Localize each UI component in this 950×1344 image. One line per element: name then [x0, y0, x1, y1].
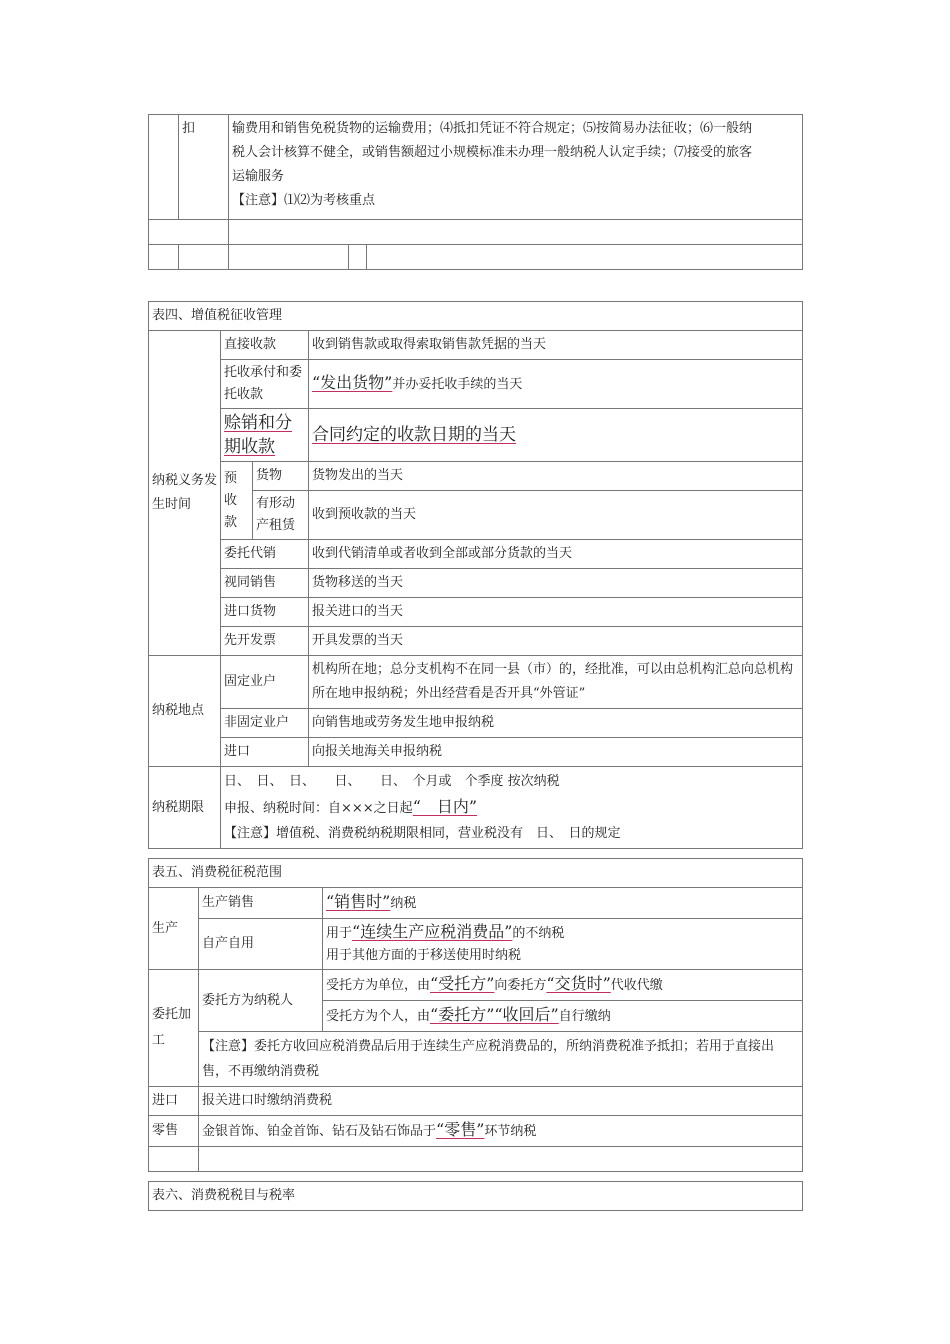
highlight-text: “连续生产应税消费品” [352, 922, 513, 941]
row-text: 向报关地海关申报纳税 [309, 738, 803, 767]
period-line: 日、 日、 日、 日、 日、 个月或 个季度 按次纳税 [224, 774, 560, 789]
prev-text-line: 输费用和销售免税货物的运输费用；⑷抵扣凭证不符合规定；⑸按简易办法征收；⑹一般纳 [232, 121, 753, 136]
section-label-period: 纳税期限 [149, 767, 221, 849]
prev-text-cell [229, 115, 803, 220]
row-text-tail: 自行缴纳 [558, 1009, 611, 1024]
row-text-head: 受托方为个人，由 [326, 1009, 431, 1024]
table-row [149, 738, 803, 767]
highlight-text: “零售” [436, 1120, 485, 1139]
table-consumption-items [148, 1181, 803, 1211]
table-row [149, 1032, 803, 1087]
row-text-line: 用于其他方面的于移送使用时纳税 [326, 948, 522, 963]
sub-label: 有形动产租赁 [253, 491, 309, 540]
row-label: 进口货物 [221, 598, 309, 627]
row-text [323, 1001, 803, 1032]
table-row [149, 1087, 803, 1116]
table-row [149, 709, 803, 738]
row-text [323, 970, 803, 1001]
row-label: 零售 [149, 1116, 199, 1147]
row-text: 货物移送的当天 [309, 569, 803, 598]
highlight-text: “委托方”“收回后” [430, 1005, 559, 1024]
period-cell [221, 767, 803, 849]
row-label: 托收承付和委托收款 [221, 360, 309, 409]
table-row [149, 245, 803, 270]
row-text: 报关进口的当天 [309, 598, 803, 627]
highlight-text: “ 日内” [412, 797, 478, 816]
row-label-highlight: 赊销和分期收款 [221, 409, 309, 462]
table-row [149, 569, 803, 598]
blank-cell [229, 220, 803, 245]
row-label: 先开发票 [221, 627, 309, 656]
row-text [323, 919, 803, 970]
section-label-time: 纳税义务发生时间 [149, 331, 221, 656]
row-label: 非固定业户 [221, 709, 309, 738]
row-text: 收到代销清单或者收到全部或部分货款的当天 [309, 540, 803, 569]
period-note: 【注意】增值税、消费税纳税期限相同，营业税没有 日、 日的规定 [224, 826, 621, 841]
table-row [149, 1147, 803, 1172]
row-text: 货物发出的当天 [309, 462, 803, 491]
section-label-produce: 生产 [149, 888, 199, 970]
table-row [149, 462, 803, 491]
table-title: 表六、消费税税目与税率 [149, 1182, 803, 1211]
row-label: 固定业户 [221, 656, 309, 709]
table-title-row [149, 1182, 803, 1211]
blank-cell [149, 245, 179, 270]
row-label: 进口 [221, 738, 309, 767]
table-row [149, 970, 803, 1001]
row-label: 视同销售 [221, 569, 309, 598]
section-label-entrust: 委托加工 [149, 970, 199, 1087]
blank-cell [349, 245, 367, 270]
period-line-text: 申报、纳税时间：自×××之日起 [224, 801, 413, 816]
blank-cell [149, 220, 229, 245]
table-row [149, 919, 803, 970]
row-text-mid: 向委托方 [494, 978, 547, 993]
row-label: 自产自用 [199, 919, 323, 970]
table-row [149, 409, 803, 462]
table-prev [148, 114, 803, 270]
row-text: 收到预收款的当天 [309, 491, 803, 540]
table-row [149, 220, 803, 245]
row-text: 收到销售款或取得索取销售款凭据的当天 [309, 331, 803, 360]
row-label: 委托方为纳税人 [199, 970, 323, 1032]
prev-note: 【注意】⑴⑵为考核重点 [232, 193, 376, 208]
row-text-tail: 环节纳税 [484, 1124, 537, 1139]
table-row [149, 888, 803, 919]
blank-cell [199, 1147, 803, 1172]
table-title-row [149, 859, 803, 888]
blank-cell [179, 245, 229, 270]
row-text: 机构所在地；总分支机构不在同一县（市）的，经批准，可以由总机构汇总向总机构所在地申报纳税；外出经营看是否开具“外管证” [309, 656, 803, 709]
row-text-tail: 纳税 [390, 896, 417, 911]
highlight-text: “交货时” [546, 974, 611, 993]
table-row [149, 115, 803, 220]
table-vat-management [148, 301, 803, 849]
blank-cell [367, 245, 803, 270]
entrust-note: 【注意】委托方收回应税消费品后用于连续生产应税消费品的，所纳消费税准予抵扣；若用于直接出售，不再缴纳消费税 [199, 1032, 803, 1087]
row-label: 预收款 [221, 462, 253, 540]
row-label: 直接收款 [221, 331, 309, 360]
table-title-row [149, 302, 803, 331]
table-title: 表四、增值税征收管理 [149, 302, 803, 331]
row-text-tail: 的不纳税 [512, 926, 565, 941]
table-title: 表五、消费税征税范围 [149, 859, 803, 888]
row-text-head: 用于 [326, 926, 353, 941]
row-text [309, 360, 803, 409]
row-text-highlight: 合同约定的收款日期的当天 [309, 409, 803, 462]
table-row [149, 656, 803, 709]
row-label: 进口 [149, 1087, 199, 1116]
row-text-line [326, 921, 799, 945]
row-text [199, 1116, 803, 1147]
section-label-place: 纳税地点 [149, 656, 221, 767]
period-line [224, 794, 799, 821]
row-text-head: 受托方为单位，由 [326, 978, 431, 993]
prev-text-line: 税人会计核算不健全，或销售额超过小规模标准未办理一般纳税人认定手续；⑺接受的旅客 [232, 145, 753, 160]
highlight-text: “受托方” [430, 974, 495, 993]
table-row [149, 598, 803, 627]
table-row [149, 540, 803, 569]
table-row [149, 627, 803, 656]
row-text: 向销售地或劳务发生地申报纳税 [309, 709, 803, 738]
row-text-head: 金银首饰、铂金首饰、钻石及钻石饰品于 [202, 1124, 437, 1139]
row-text: 报关进口时缴纳消费税 [199, 1087, 803, 1116]
sub-label: 货物 [253, 462, 309, 491]
table-row [149, 767, 803, 849]
row-text-tail: 代收代缴 [610, 978, 663, 993]
row-label: 委托代销 [221, 540, 309, 569]
row-text: 开具发票的当天 [309, 627, 803, 656]
highlight-text: “发出货物” [312, 373, 393, 392]
table-row [149, 1116, 803, 1147]
table-consumption-scope [148, 858, 803, 1172]
blank-cell [149, 1147, 199, 1172]
table-row [149, 360, 803, 409]
row-text [323, 888, 803, 919]
highlight-text: “销售时” [326, 892, 391, 911]
prev-col-label: 扣 [179, 115, 229, 220]
row-label: 生产销售 [199, 888, 323, 919]
prev-text-line: 运输服务 [232, 169, 285, 184]
blank-cell [229, 245, 349, 270]
table-row [149, 331, 803, 360]
blank-cell [149, 115, 179, 220]
row-text-tail: 并办妥托收手续的当天 [392, 377, 523, 392]
